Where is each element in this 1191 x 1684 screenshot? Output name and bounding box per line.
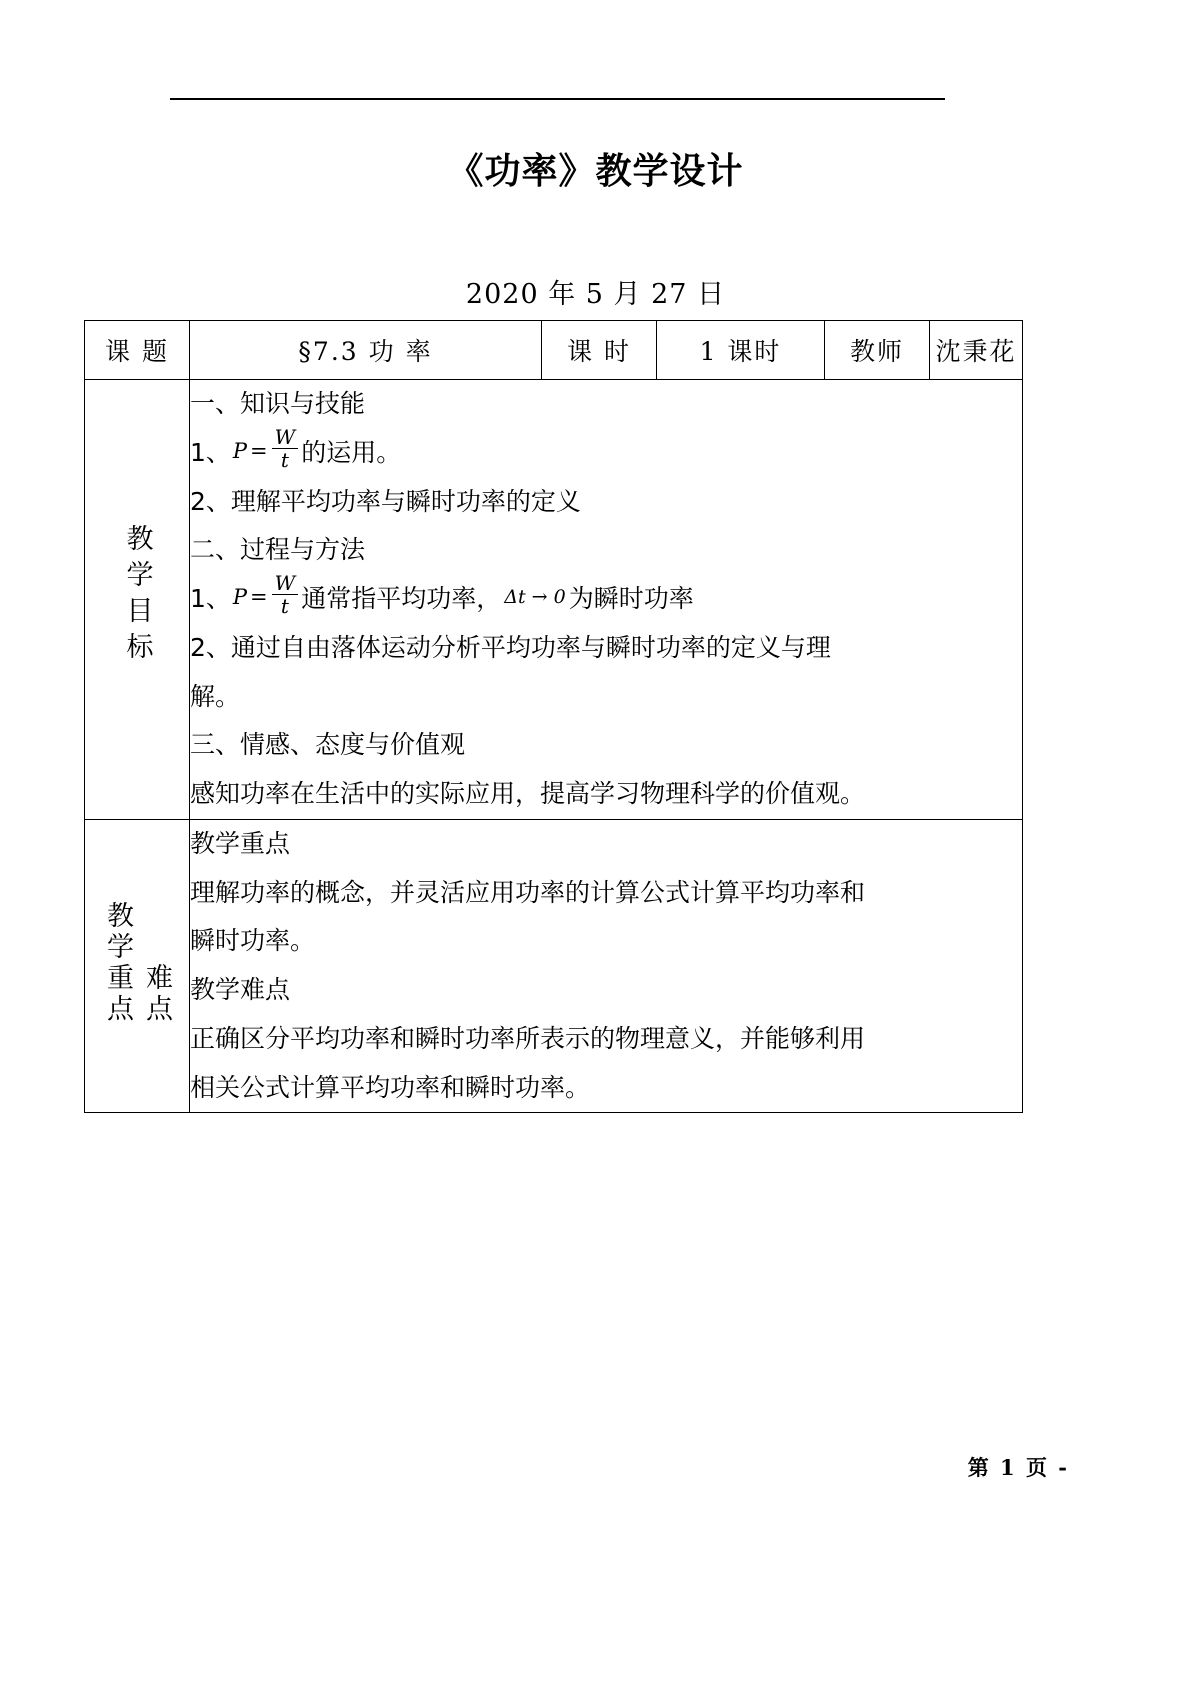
objectives-item-1 (190, 424, 1022, 478)
cell-period-label: 课 时 (542, 321, 657, 380)
power-formula-2 (232, 570, 299, 618)
objectives-item-3-suffix: 为瞬时功率 (568, 584, 694, 613)
focus-body-line-2: 瞬时功率。 (190, 926, 316, 956)
limit-expression: Δt → 0 (504, 585, 566, 608)
cell-key-points-content (190, 819, 1023, 1113)
cell-topic-value: §7.3 功 率 (190, 321, 542, 380)
objectives-heading-1: 一、知识与技能 (190, 389, 366, 418)
formula-2-numerator: W (274, 570, 296, 595)
cell-teacher-value: 沈秉花 (930, 321, 1023, 380)
cell-objectives-content (190, 380, 1023, 820)
table-row-key-points (85, 819, 1023, 1113)
objectives-item-1-prefix: 1、 (190, 437, 231, 467)
power-formula-1 (232, 424, 299, 472)
page-title: 《功率》教学设计 (447, 151, 744, 192)
table-row-header (85, 321, 1023, 380)
key-points-label-text-bottom: 难点 (141, 963, 173, 1025)
lesson-plan-table (84, 320, 1023, 1113)
formula-1-equals: = (250, 438, 268, 463)
objectives-item-3-mid: 通常指平均功率， (301, 584, 502, 613)
cell-period-value: 1 课时 (657, 321, 825, 380)
cell-topic-label: 课 题 (85, 321, 190, 380)
difficulty-body-line-2: 相关公式计算平均功率和瞬时功率。 (190, 1072, 591, 1102)
document-date: 2020 年 5 月 27 日 (465, 279, 726, 310)
formula-1-denominator: t (272, 448, 299, 470)
cell-key-points-label (85, 819, 190, 1113)
page-footer: 第 1 页 - (967, 1455, 1069, 1480)
formula-2-denominator: t (272, 594, 299, 616)
objectives-heading-2: 二、过程与方法 (190, 535, 366, 565)
objectives-item-3 (190, 570, 1022, 624)
cell-objectives-label (85, 380, 190, 820)
cell-teacher-label: 教师 (825, 321, 930, 380)
formula-1-numerator: W (274, 424, 296, 449)
objectives-label-text: 教学目标 (121, 524, 153, 669)
objectives-item-4-cont: 解。 (190, 681, 241, 711)
header-rule (170, 98, 945, 100)
key-points-label-text-top: 教学重点 (102, 901, 134, 1025)
formula-2-equals: = (250, 584, 268, 609)
difficulty-title: 教学难点 (190, 975, 291, 1004)
table-row-objectives (85, 380, 1023, 820)
objectives-item-1-suffix: 的运用。 (301, 437, 402, 467)
objectives-item-2: 2、理解平均功率与瞬时功率的定义 (190, 486, 581, 516)
objectives-heading-3: 三、情感、态度与价值观 (190, 730, 466, 760)
formula-2-fraction (272, 570, 299, 618)
focus-title: 教学重点 (190, 828, 291, 858)
objectives-item-3-prefix: 1、 (190, 584, 231, 613)
formula-2-lhs: P (232, 584, 248, 609)
formula-1-fraction (272, 424, 299, 472)
formula-1-lhs: P (232, 438, 248, 463)
focus-body-line-1: 理解功率的概念，并灵活应用功率的计算公式计算平均功率和 (190, 877, 866, 907)
objectives-item-4: 2、通过自由落体运动分析平均功率与瞬时功率的定义与理 (190, 632, 831, 662)
objectives-item-5: 感知功率在生活中的实际应用，提高学习物理科学的价值观。 (190, 779, 866, 808)
difficulty-body-line-1: 正确区分平均功率和瞬时功率所表示的物理意义，并能够利用 (190, 1023, 866, 1053)
